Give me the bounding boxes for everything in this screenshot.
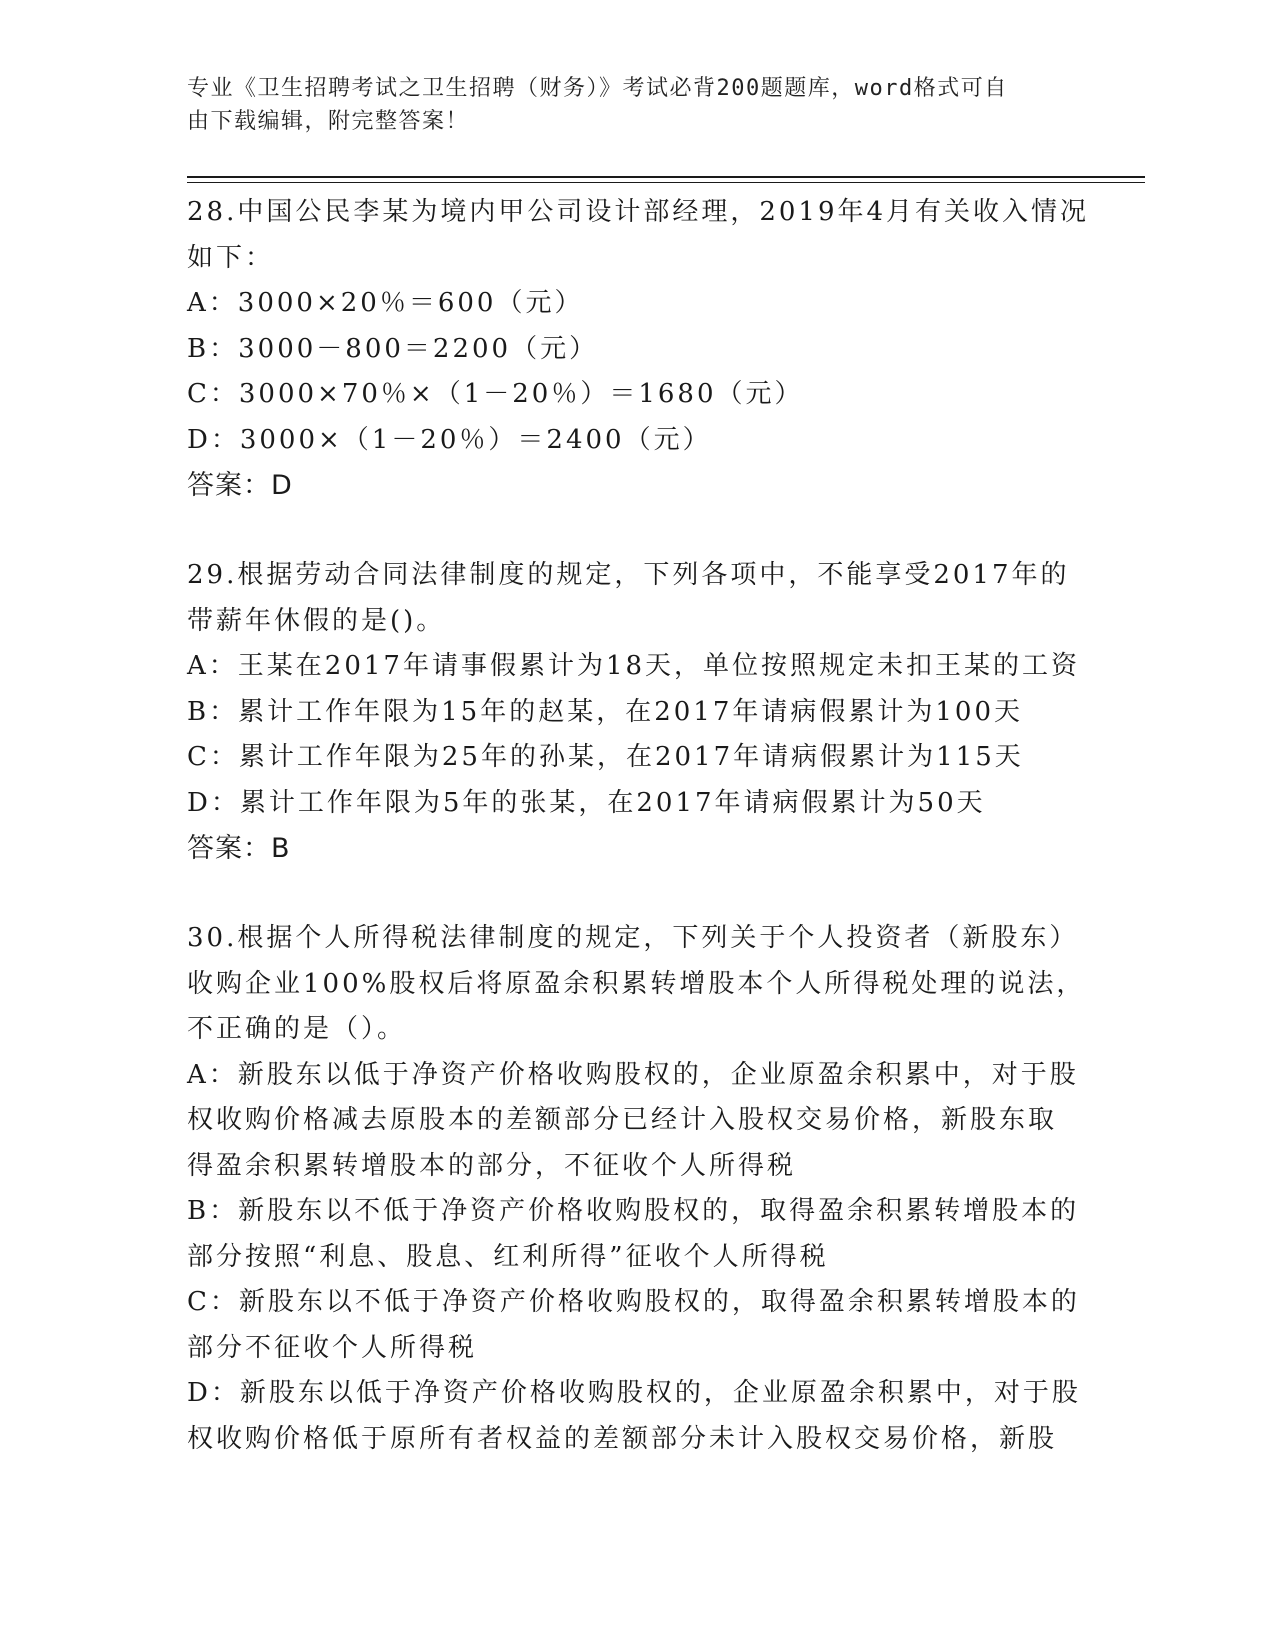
option-a: A：王某在2017年请事假累计为18天，单位按照规定未扣王某的工资: [187, 651, 1081, 681]
option-a: A：3000×20％＝600（元）: [187, 288, 584, 318]
option-d: D：3000×（1－20％）＝2400（元）: [187, 424, 712, 455]
option-c: C：累计工作年限为25年的孙某，在2017年请病假累计为115天: [187, 742, 1024, 772]
header-line: 由下载编辑，附完整答案！: [187, 109, 470, 134]
document-header: [187, 72, 1067, 138]
option-d: D：新股东以低于净资产价格收购股权的，企业原盈余积累中，对于股: [187, 1378, 1081, 1408]
question-30: [187, 916, 1087, 1462]
spacer: [187, 508, 1087, 553]
option-b: 部分按照“利息、股息、红利所得”征收个人所得税: [187, 1241, 829, 1272]
spacer: [187, 871, 1087, 916]
question-text: 带薪年休假的是()。: [187, 605, 446, 636]
question-text: 29.根据劳动合同法律制度的规定，下列各项中，不能享受2017年的: [187, 560, 1070, 590]
header-divider-thick: [187, 176, 1145, 178]
option-a: 权收购价格减去原股本的差额部分已经计入股权交易价格，新股东取: [187, 1105, 1058, 1135]
option-b: B：3000－800＝2200（元）: [187, 333, 599, 364]
header-line: 专业《卫生招聘考试之卫生招聘（财务）》考试必背200题题库，word格式可自: [187, 76, 1008, 101]
question-text: 收购企业100%股权后将原盈余积累转增股本个人所得税处理的说法，: [187, 968, 1086, 999]
question-text: 30.根据个人所得税法律制度的规定，下列关于个人投资者（新股东）: [187, 923, 1079, 953]
question-text: 不正确的是（）。: [187, 1014, 407, 1044]
answer-label: 答案：D: [187, 470, 293, 501]
option-c: C：3000×70％×（1－20％）＝1680（元）: [187, 379, 804, 409]
question-text: 28.中国公民李某为境内甲公司设计部经理，2019年4月有关收入情况: [187, 197, 1090, 227]
option-d: 权收购价格低于原所有者权益的差额部分未计入股权交易价格，新股: [187, 1423, 1058, 1454]
question-text: 如下：: [187, 242, 275, 273]
question-28: [187, 190, 1090, 508]
option-a: A：新股东以低于净资产价格收购股权的，企业原盈余积累中，对于股: [187, 1059, 1079, 1090]
option-b: B：累计工作年限为15年的赵某，在2017年请病假累计为100天: [187, 696, 1023, 727]
option-d: D：累计工作年限为5年的张某，在2017年请病假累计为50天: [187, 787, 986, 818]
option-a: 得盈余积累转增股本的部分，不征收个人所得税: [187, 1150, 797, 1181]
option-c: 部分不征收个人所得税: [187, 1332, 478, 1363]
answer-label: 答案：B: [187, 833, 291, 864]
question-29: [187, 553, 1087, 871]
option-b: B：新股东以不低于净资产价格收购股权的，取得盈余积累转增股本的: [187, 1196, 1080, 1226]
header-divider-thin: [187, 182, 1145, 183]
option-c: C：新股东以不低于净资产价格收购股权的，取得盈余积累转增股本的: [187, 1287, 1080, 1317]
question-list: [187, 190, 1090, 1462]
